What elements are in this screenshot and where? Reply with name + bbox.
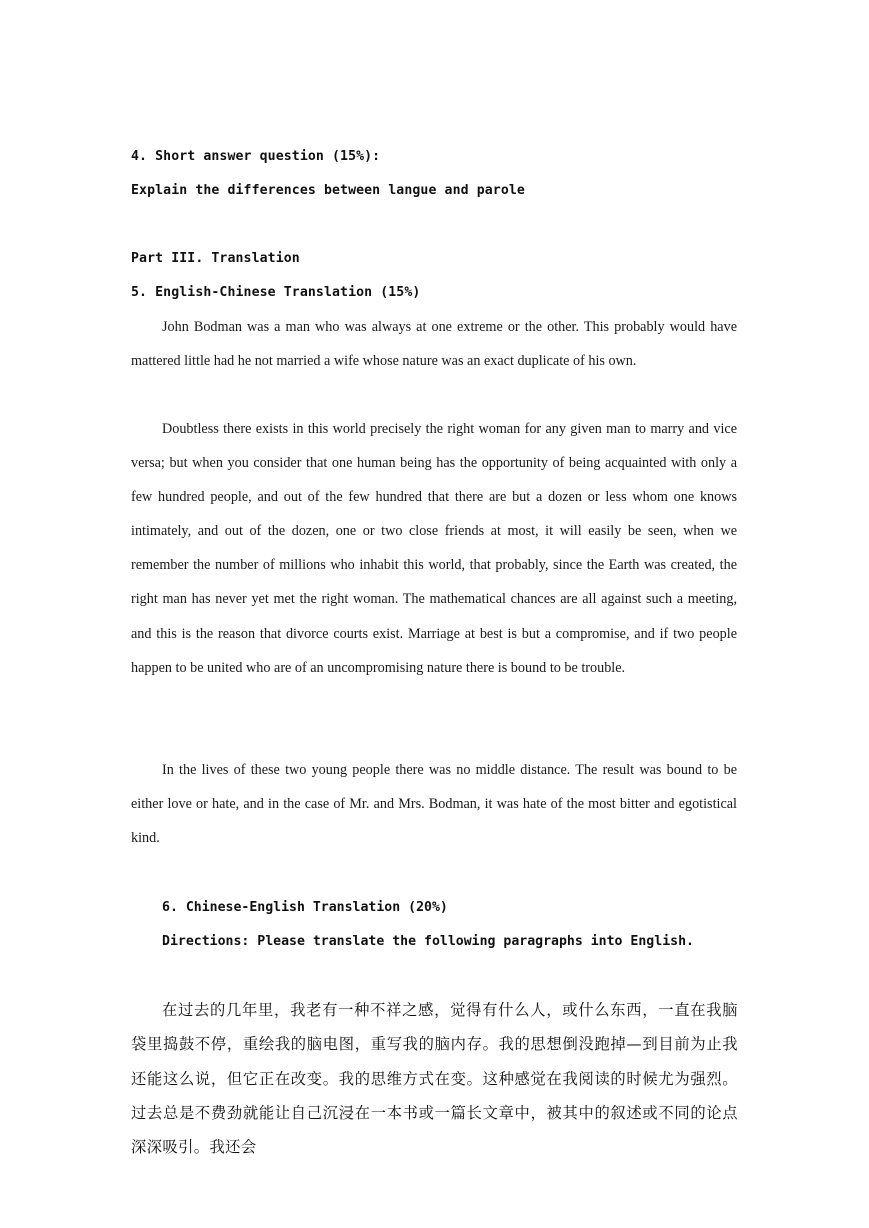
q4-title: 4. Short answer question (15%): [131, 149, 381, 164]
part3-title: Part III. Translation [131, 251, 300, 266]
q6-chinese-paragraph: 在过去的几年里，我老有一种不祥之感，觉得有什么人，或什么东西，一直在我脑袋里捣鼓不停，重绘我的脑电图，重写我的脑内存。我的思想倒没跑掉—到目前为止我还能这么说，但它正在改变。我的思维方式在变。这种感觉在我阅读的时候尤为强烈。过去总是不费劲就能让自己沉浸在一本书或一篇长文章中，被其中的叙述或不同的论点深深吸引。我还会 [131, 1001, 738, 1157]
q5-paragraph-1: John Bodman was a man who was always at one extreme or the other. This probably would have mattered little had he not married a wife whose nature was an exact duplicate of his own. [131, 319, 737, 370]
q4-prompt: Explain the differences between langue and parole [131, 183, 525, 198]
q5-paragraph-2: Doubtless there exists in this world precisely the right woman for any given man to marry and vice versa; but when you consider that one human being has the opportunity of being acquainted with only a few hundred people, and out of the few hundred that there are but a dozen or less whom one knows intimately, and out of the dozen, one or two close friends at most, it will easily be seen, when we remember the number of millions who inhabit this world, that probably, since the Earth was created, the right man has never yet met the right woman. The mathematical chances are all against such a meeting, and this is the reason that divorce courts exist. Marriage at best is but a compromise, and if two people happen to be united who are of an uncompromising nature there is bound to be trouble. [131, 421, 737, 676]
q5-paragraph-3: In the lives of these two young people there was no middle distance. The result was bound to be either love or hate, and in the case of Mr. and Mrs. Bodman, it was hate of the most bitter and egotistical kind. [131, 762, 737, 847]
q6-directions: Directions: Please translate the following paragraphs into English. [162, 934, 694, 949]
q6-title: 6. Chinese-English Translation (20%) [162, 900, 448, 915]
q5-title: 5. English-Chinese Translation (15%) [131, 285, 421, 300]
